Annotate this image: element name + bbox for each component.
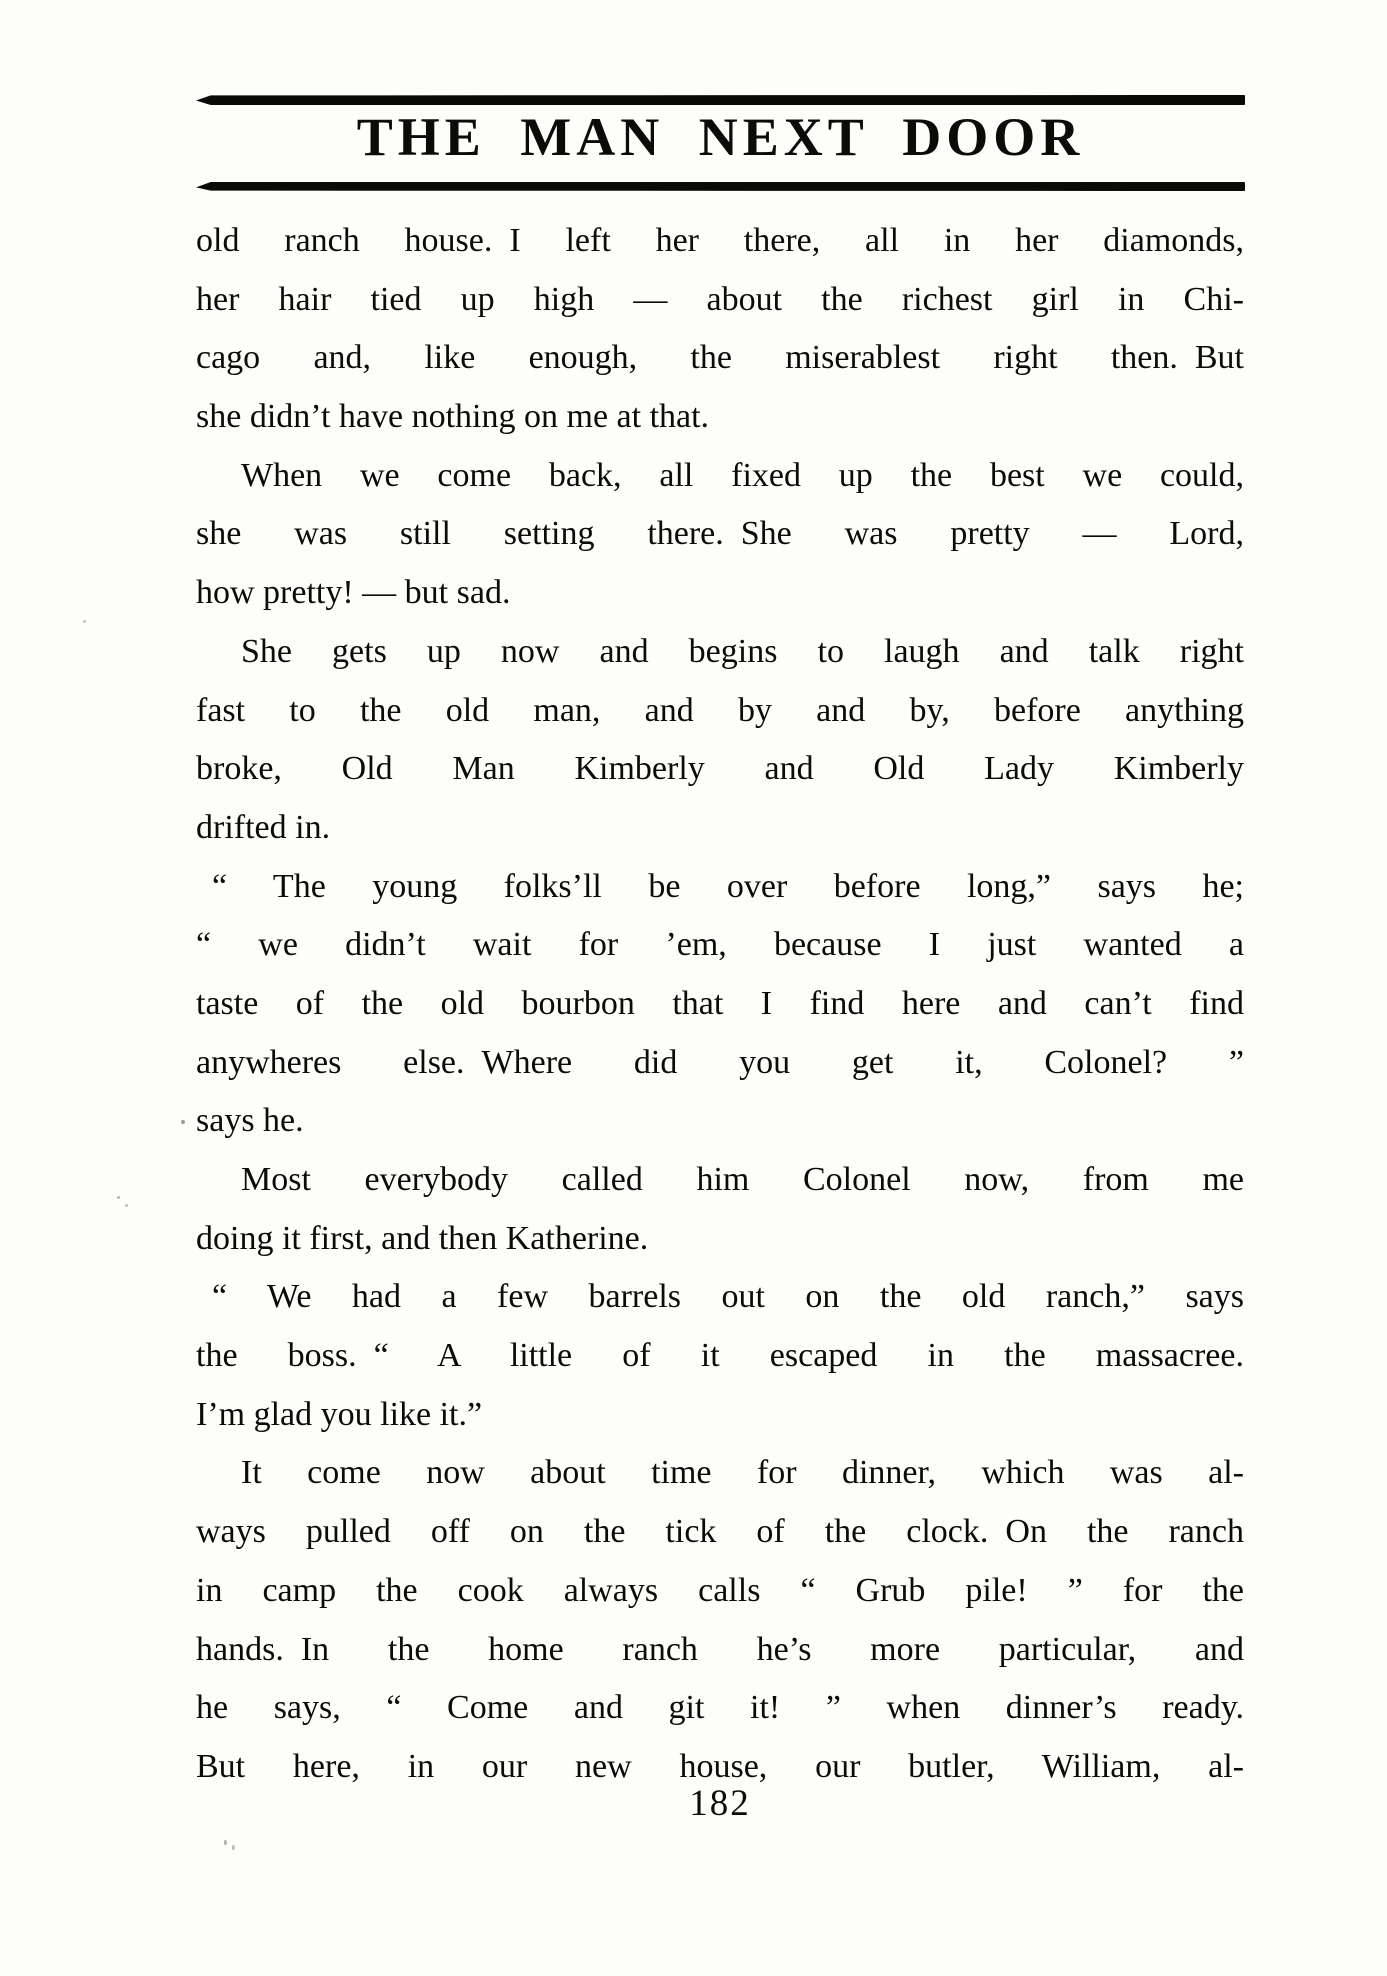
text-line: When we come back, all fixed up the best we could, bbox=[241, 456, 1244, 494]
paragraph bbox=[196, 623, 1244, 858]
text-line: old ranch house. I left her there, all in her diamonds, bbox=[196, 222, 1244, 259]
scan-speck bbox=[224, 1840, 227, 1845]
text-line: But here, in our new house, our butler, William, al- bbox=[196, 1747, 1244, 1785]
paragraph bbox=[196, 1444, 1244, 1796]
text-line: anywheres else. Where did you get it, Colonel? ” bbox=[196, 1043, 1244, 1081]
text-line: broke, Old Man Kimberly and Old Lady Kimberly bbox=[196, 750, 1244, 788]
paragraph bbox=[196, 858, 1244, 1151]
text-line: in camp the cook always calls “ Grub pile! ” for the bbox=[196, 1571, 1244, 1609]
text-line: doing it first, and then Katherine. bbox=[196, 1219, 649, 1257]
scan-speck bbox=[83, 620, 86, 623]
paragraph bbox=[196, 1268, 1244, 1444]
text-line: ways pulled off on the tick of the clock. On the ranch bbox=[196, 1513, 1244, 1551]
running-head-title: THE MAN NEXT DOOR bbox=[356, 107, 1085, 167]
text-line: says he. bbox=[196, 1102, 304, 1140]
scan-speck bbox=[232, 1845, 235, 1850]
text-line: I’m glad you like it.” bbox=[196, 1395, 483, 1433]
text-line: drifted in. bbox=[196, 808, 331, 846]
text-line: It come now about time for dinner, which was al- bbox=[241, 1454, 1244, 1492]
header-rule-bottom bbox=[196, 182, 1245, 191]
text-line: hands. In the home ranch he’s more particular, and bbox=[196, 1630, 1244, 1668]
body-text bbox=[196, 212, 1244, 1797]
text-line: she was still setting there. She was pretty — Lord, bbox=[196, 515, 1244, 553]
text-line: he says, “ Come and git it! ” when dinner’s ready. bbox=[196, 1689, 1244, 1727]
text-line: how pretty! — but sad. bbox=[196, 574, 511, 612]
paragraph bbox=[196, 447, 1244, 623]
text-line: she didn’t have nothing on me at that. bbox=[196, 398, 710, 436]
text-line: Most everybody called him Colonel now, from me bbox=[241, 1161, 1244, 1198]
text-line: “ The young folks’ll be over before long,” says he; bbox=[212, 867, 1244, 905]
text-line: “ we didn’t wait for ’em, because I just wanted a bbox=[196, 926, 1244, 964]
text-line: taste of the old bourbon that I find here and can’t find bbox=[196, 984, 1244, 1022]
paragraph bbox=[196, 212, 1244, 447]
page-number: 182 bbox=[689, 1783, 751, 1824]
text-line: “ We had a few barrels out on the old ranch,” says bbox=[212, 1278, 1244, 1316]
text-line: the boss. “ A little of it escaped in the massacree. bbox=[196, 1337, 1244, 1375]
paragraph bbox=[196, 1151, 1244, 1268]
text-line: her hair tied up high — about the richest girl in Chi- bbox=[196, 280, 1244, 318]
scan-speck bbox=[117, 1196, 120, 1199]
text-line: She gets up now and begins to laugh and talk right bbox=[241, 632, 1244, 670]
header-rule-top bbox=[196, 95, 1245, 105]
scan-speck bbox=[181, 1120, 185, 1124]
text-line: cago and, like enough, the miserablest right then. But bbox=[196, 339, 1244, 377]
text-line: fast to the old man, and by and by, before anything bbox=[196, 691, 1244, 729]
scan-speck bbox=[125, 1204, 128, 1207]
